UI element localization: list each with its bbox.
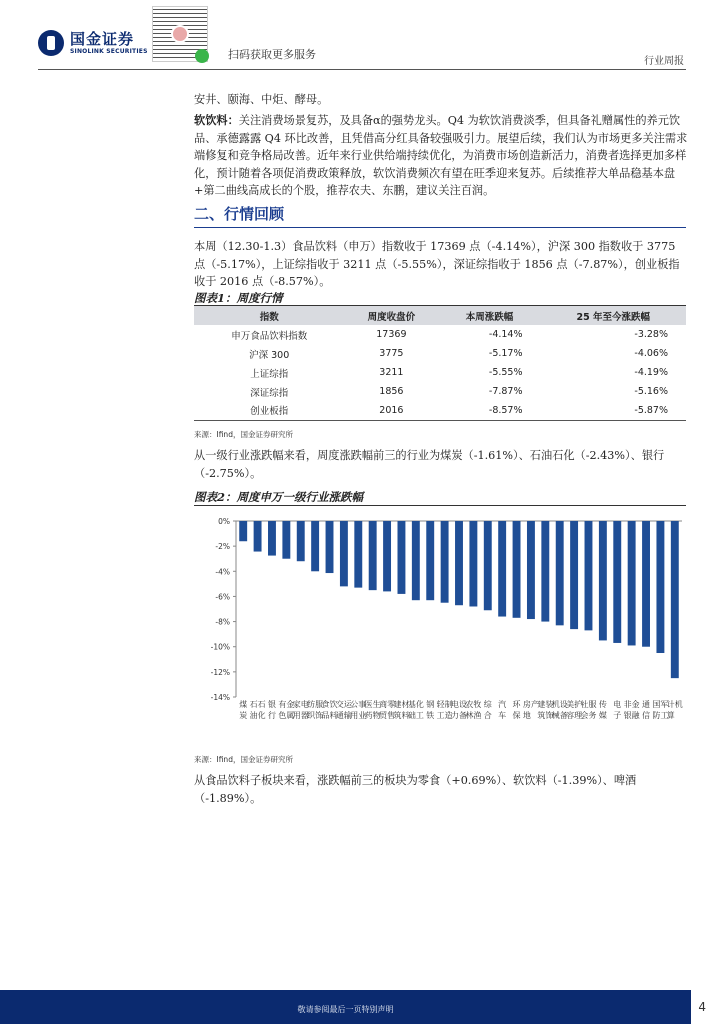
x-tick-label: 交通运输 <box>335 700 352 720</box>
bar <box>455 521 463 605</box>
bar <box>656 521 664 653</box>
section-title: 二、行情回顾 <box>194 205 285 223</box>
bar <box>585 521 593 630</box>
x-tick-label: 医药生物 <box>364 700 381 720</box>
x-tick-label: 轻工制造 <box>436 700 453 720</box>
x-tick-label: 传媒 <box>598 700 607 720</box>
bar <box>484 521 492 610</box>
table-row <box>194 344 686 363</box>
table-cell-week: -7.87% <box>488 386 523 397</box>
logo-name-cn: 国金证券 <box>70 29 135 48</box>
soft-drinks-label: 软饮料： <box>194 113 239 127</box>
table-cell-name: 创业板指 <box>194 401 344 420</box>
company-logo <box>38 30 148 56</box>
table-cell-week: -8.57% <box>438 401 540 420</box>
x-tick-label: 农林牧渔 <box>465 700 482 720</box>
bar <box>541 521 549 622</box>
table-cell-week: -4.14% <box>488 329 523 340</box>
x-tick-label: 银行 <box>267 700 276 720</box>
bar <box>239 521 247 541</box>
x-tick-label: 非银金融 <box>623 700 640 720</box>
bar <box>441 521 449 603</box>
x-tick-label: 环保 <box>512 700 521 720</box>
table-cell-close: 1856 <box>379 386 404 397</box>
table-cell-name: 深证综指 <box>250 387 289 399</box>
bar <box>383 521 391 591</box>
x-tick-label: 电子 <box>613 700 622 720</box>
bar <box>628 521 636 645</box>
footer-disclaimer: 敬请参阅最后一页特别声明 <box>297 1005 394 1014</box>
soft-drinks-text: 关注消费场景复苏，及具备α的强势龙头。Q4 为软饮消费淡季，但具备礼赠属性的养元饮品、承德露露 Q4 环比改善，且凭借高分红具备较强吸引力。展望后续，我们认为市场更多关注需求端修复和竞争格局改善。近年来行业供给端持续优化，为消费市场创造新活力，消费者选择更加多样化，预计随着各项促消费政策释放，软饮消费频次有望在旺季迎来复苏。后续推荐大单品稳基本盘+第二曲线高成长的个股，推荐农夫、东鹏，建议关注百润。 <box>194 114 688 198</box>
figure2-source: 来源：Ifind，国金证券研究所 <box>194 755 293 764</box>
logo-name-en: SINOLINK SECURITIES <box>70 47 148 55</box>
intro-line: 安井、颐海、中炬、酵母。 <box>194 93 329 106</box>
x-tick-label: 建筑装饰 <box>537 700 554 720</box>
page-number: 4 <box>698 1000 706 1014</box>
weekly-market-table <box>194 306 686 421</box>
table-cell-ytd: -5.16% <box>634 386 668 397</box>
y-tick-label: -14% <box>210 693 230 702</box>
bar <box>254 521 262 552</box>
x-tick-label: 计算机 <box>666 700 683 720</box>
x-tick-label: 国防军工 <box>652 700 669 720</box>
table-row <box>194 363 686 382</box>
table-cell-ytd: -4.06% <box>634 348 668 359</box>
figure1-title: 图表1：周度行情 <box>194 291 283 305</box>
bar <box>556 521 564 625</box>
bar <box>369 521 377 590</box>
bar <box>671 521 679 678</box>
y-tick-label: -4% <box>215 567 230 577</box>
section-divider <box>194 227 686 228</box>
x-tick-label: 房地产 <box>522 700 539 720</box>
table-cell-close: 3211 <box>379 367 404 378</box>
x-tick-label: 石油石化 <box>249 700 266 720</box>
table-row <box>194 325 686 344</box>
bar <box>426 521 434 600</box>
bar <box>326 521 334 573</box>
figure1-source: 来源：Ifind，国金证券研究所 <box>194 430 293 439</box>
table-cell-close: 2016 <box>344 401 438 420</box>
table-cell-name: 上证综指 <box>250 368 289 380</box>
x-tick-label: 公用事业 <box>350 700 367 720</box>
logo-icon <box>38 30 64 56</box>
soft-drinks-paragraph <box>194 112 688 200</box>
table-cell-ytd: -5.87% <box>541 401 687 420</box>
x-tick-label: 美容护理 <box>566 700 583 720</box>
x-tick-label: 纺织服饰 <box>307 700 324 720</box>
x-tick-label: 基础化工 <box>407 700 424 720</box>
table-row <box>194 401 686 420</box>
x-tick-label: 电力设备 <box>451 700 467 720</box>
bar <box>527 521 535 619</box>
bar <box>354 521 362 588</box>
table-header-close: 周度收盘价 <box>344 306 438 325</box>
x-tick-label: 有色金属 <box>278 700 295 720</box>
x-tick-label: 通信 <box>642 700 651 720</box>
table-cell-close: 3775 <box>379 348 404 359</box>
bar <box>397 521 405 594</box>
bar <box>311 521 319 571</box>
bar <box>268 521 276 556</box>
y-tick-label: -8% <box>215 617 230 627</box>
y-tick-label: -6% <box>215 592 230 602</box>
qr-center-logo-icon <box>171 25 189 43</box>
chart-svg <box>194 510 686 742</box>
wechat-badge-icon <box>195 49 209 63</box>
header-divider <box>38 69 686 70</box>
x-tick-label: 综合 <box>483 700 492 720</box>
table-cell-name: 申万食品饮料指数 <box>231 330 308 342</box>
bar <box>613 521 621 643</box>
table-header-week: 本周涨跌幅 <box>438 306 540 325</box>
figure2-title: 图表2：周度申万一级行业涨跌幅 <box>194 490 363 504</box>
page-header <box>0 0 724 72</box>
x-tick-label: 食品饮料 <box>321 700 338 720</box>
table-cell-ytd: -3.28% <box>634 329 668 340</box>
industry-summary-paragraph: 从一级行业涨跌幅来看，周度涨跌幅前三的行业为煤炭（-1.61%）、石油石化（-2.43%）、银行（-2.75%）。 <box>194 449 665 480</box>
bar <box>498 521 506 617</box>
table-cell-week: -5.55% <box>488 367 523 378</box>
x-tick-label: 建筑材料 <box>393 700 410 720</box>
qr-code-icon[interactable] <box>152 6 208 62</box>
table-cell-week: -5.17% <box>488 348 523 359</box>
table-header-row <box>194 306 686 325</box>
bar <box>469 521 477 606</box>
table-header-index: 指数 <box>194 306 344 325</box>
x-tick-label: 商贸零售 <box>379 700 396 720</box>
y-tick-label: -2% <box>215 542 230 552</box>
x-tick-label: 机械设备 <box>551 700 568 720</box>
snacks-summary-paragraph: 从食品饮料子板块来看，涨跌幅前三的板块为零食（+0.69%）、软饮料（-1.39%）、啤酒（-1.89%）。 <box>194 774 637 805</box>
bar <box>282 521 290 559</box>
bar <box>412 521 420 600</box>
figure2-rule <box>194 505 686 506</box>
bar <box>340 521 348 586</box>
market-summary-paragraph: 本周（12.30-1.3）食品饮料（申万）指数收于 17369 点（-4.14%），沪深 300 指数收于 3775 点（-5.17%），上证综指收于 3211 点（-5.55%），深证综指收于 1856 点（-7.87%），创业板指收于 2016 点（-8.57%）。 <box>194 240 680 289</box>
bar <box>513 521 521 618</box>
industry-bar-chart <box>194 510 686 742</box>
x-tick-label: 汽车 <box>498 700 507 720</box>
bar <box>599 521 607 640</box>
y-tick-label: -10% <box>210 642 230 652</box>
y-tick-label: -12% <box>210 667 230 677</box>
x-tick-label: 钢铁 <box>426 700 435 720</box>
table-header-ytd: 25 年至今涨跌幅 <box>541 306 687 325</box>
scan-prompt: 扫码获取更多服务 <box>228 48 316 61</box>
table-row <box>194 382 686 401</box>
y-tick-label: 0% <box>218 517 230 526</box>
bar <box>642 521 650 647</box>
table-cell-close: 17369 <box>376 329 407 340</box>
x-tick-label: 家用电器 <box>292 700 309 720</box>
x-tick-label: 煤炭 <box>239 700 248 720</box>
x-tick-label: 社会服务 <box>580 700 597 720</box>
bar <box>297 521 305 561</box>
bar <box>570 521 578 629</box>
table-cell-name: 沪深 300 <box>249 349 290 361</box>
report-type-label: 行业周报 <box>644 56 684 67</box>
table-cell-ytd: -4.19% <box>634 367 668 378</box>
